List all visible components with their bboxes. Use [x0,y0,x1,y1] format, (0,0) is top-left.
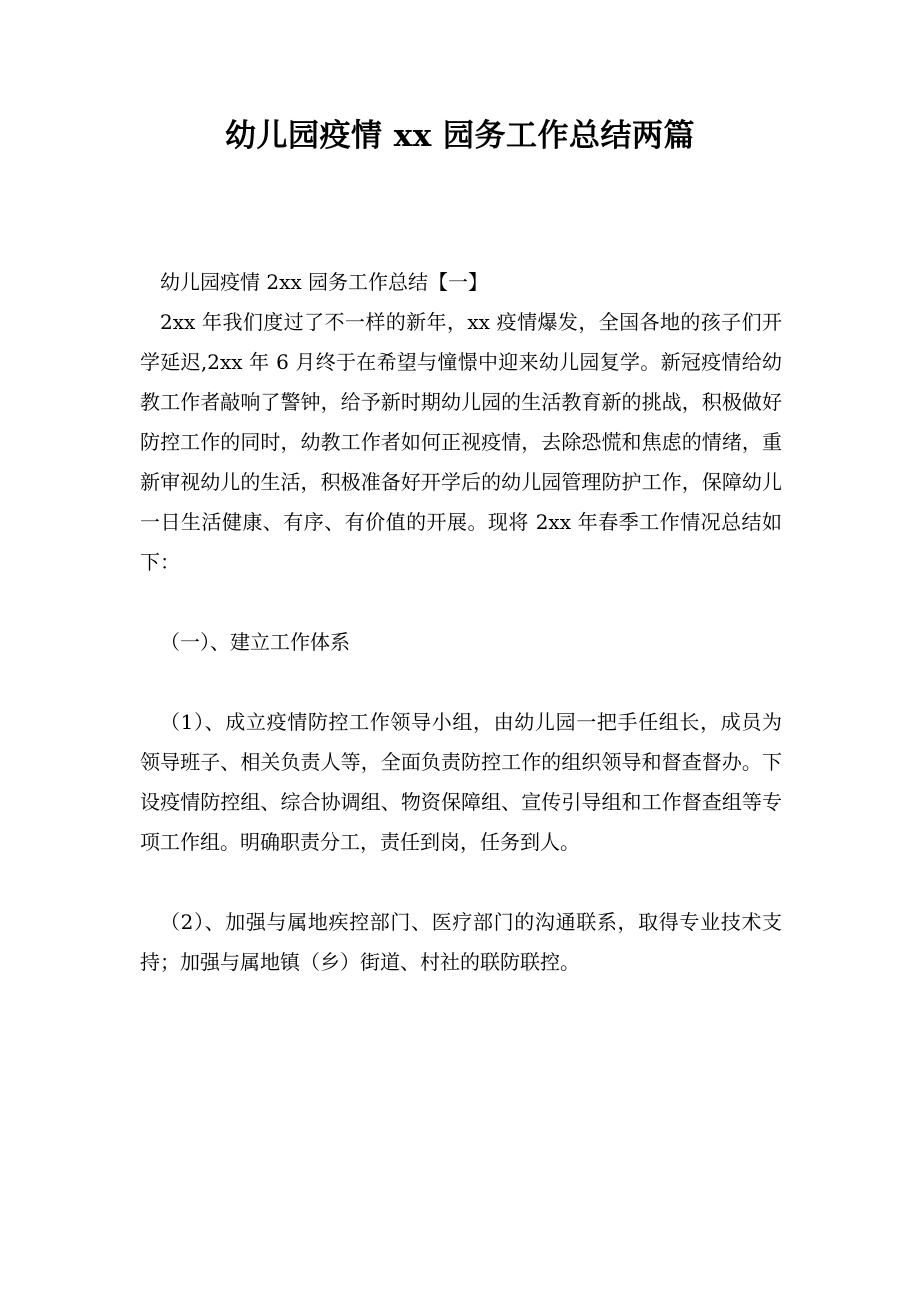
item-paragraph-2: （2）、加强与属地疾控部门、医疗部门的沟通联系，取得专业技术支持；加强与属地镇（乡）街道、村社的联防联控。 [140,910,782,974]
intro-paragraph: 2xx 年我们度过了不一样的新年，xx 疫情爆发，全国各地的孩子们开学延迟,2xx 年 6 月终于在希望与憧憬中迎来幼儿园复学。新冠疫情给幼教工作者敲响了警钟，给予新时期幼儿园的生活教育新的挑战，积极做好防控工作的同时，幼教工作者如何正视疫情，去除恐慌和焦虑的情绪，重新审视幼儿的生活，积极准备好开学后的幼儿园管理防护工作，保障幼儿一日生活健康、有序、有价值的开展。现将 2xx 年春季工作情况总结如下： [140,310,782,574]
spacer [140,582,782,622]
spacer [140,862,782,902]
document-title: 幼儿园疫情 xx 园务工作总结两篇 [224,118,696,154]
spacer [140,662,782,702]
subsection-heading: （一）、建立工作体系 [160,630,350,654]
document-body [140,262,782,982]
section-heading: 幼儿园疫情 2xx 园务工作总结【一】 [160,270,488,294]
item-paragraph-1: （1）、成立疫情防控工作领导小组，由幼儿园一把手任组长，成员为领导班子、相关负责人等，全面负责防控工作的组织领导和督查督办。下设疫情防控组、综合协调组、物资保障组、宣传引导组和工作督查组等专项工作组。明确职责分工，责任到岗，任务到人。 [140,710,782,854]
